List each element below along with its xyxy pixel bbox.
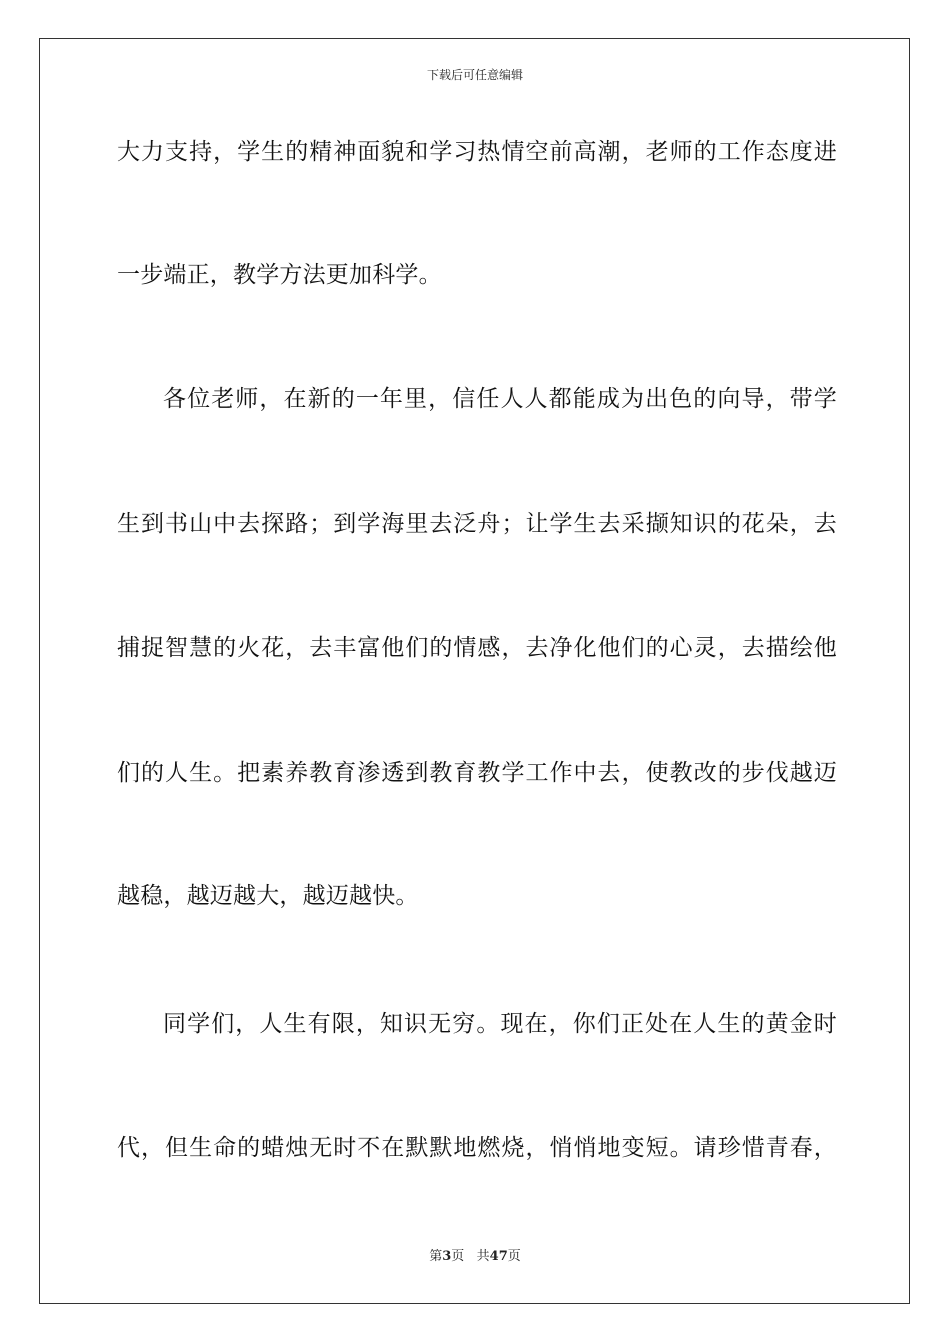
body-line: 各位老师，在新的一年里，信任人人都能成为出色的向导，带学 — [163, 386, 837, 412]
page-footer — [0, 1248, 950, 1266]
total-pages-number: 47 — [489, 1249, 508, 1264]
footer-prefix: 第 — [429, 1249, 443, 1264]
body-line: 捕捉智慧的火花，去丰富他们的情感，去净化他们的心灵，去描绘他 — [117, 635, 837, 661]
body-line: 生到书山中去探路；到学海里去泛舟；让学生去采撷知识的花朵，去 — [117, 511, 837, 537]
footer-suffix: 页 — [507, 1249, 521, 1264]
body-line: 们的人生。把素养教育渗透到教育教学工作中去，使教改的步伐越迈 — [117, 760, 837, 786]
page-border — [39, 38, 910, 1304]
header-note: 下载后可任意编辑 — [426, 68, 523, 82]
body-line: 一步端正，教学方法更加科学。 — [117, 262, 442, 288]
current-page-number: 3 — [442, 1249, 452, 1264]
footer-middle: 页 共 — [451, 1249, 490, 1264]
body-line: 同学们，人生有限，知识无穷。现在，你们正处在人生的黄金时 — [163, 1011, 837, 1037]
body-line: 大力支持，学生的精神面貌和学习热情空前高潮，老师的工作态度进 — [117, 139, 837, 165]
body-line: 越稳，越迈越大，越迈越快。 — [117, 883, 419, 909]
body-line: 代，但生命的蜡烛无时不在默默地燃烧，悄悄地变短。请珍惜青春， — [117, 1135, 837, 1161]
